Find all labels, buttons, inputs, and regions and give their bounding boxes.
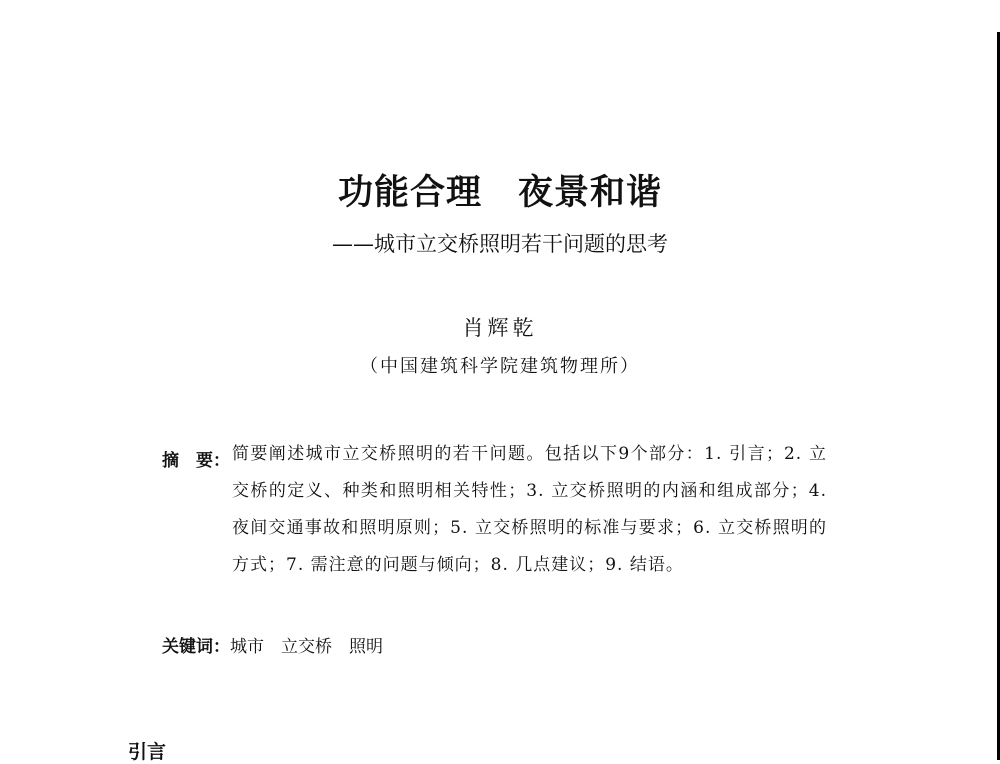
keywords-line [162, 632, 383, 657]
paper-subtitle: ——城市立交桥照明若干问题的思考 [332, 232, 668, 256]
keywords-label: 关键词： [162, 637, 230, 657]
keywords-text: 城市 立交桥 照明 [230, 637, 383, 657]
author-affiliation: （中国建筑科学院建筑物理所） [360, 356, 640, 377]
abstract-text: 简要阐述城市立交桥照明的若干问题。包括以下9个部分：1. 引言；2. 立交桥的定义、种类和照明相关特性；3. 立交桥照明的内涵和组成部分；4. 夜间交通事故和照明原则；5. 立交桥照明的标准与要求；6. 立交桥照明的方式；7. 需注意的问题与倾向；8. 几点建议；9. 结语。 [232, 444, 827, 575]
abstract-label: 摘 要： [162, 451, 230, 471]
paper-title: 功能合理 夜景和谐 [337, 173, 662, 213]
section-heading-introduction: 引言 [128, 741, 167, 763]
author-name: 肖辉乾 [462, 316, 538, 340]
